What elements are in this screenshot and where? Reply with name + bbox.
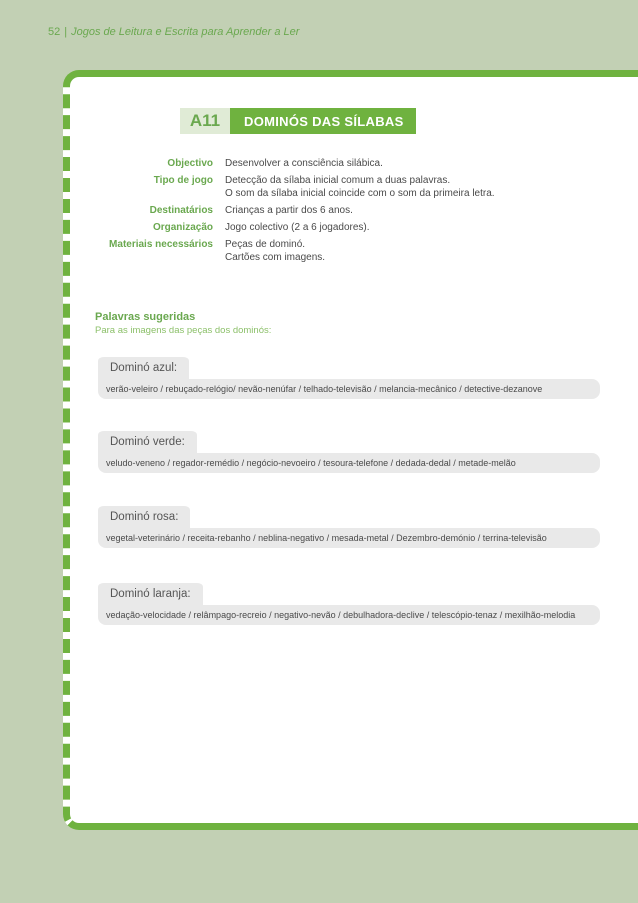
info-line: Crianças a partir dos 6 anos. <box>225 205 353 216</box>
info-label: Materiais necessários <box>109 239 213 250</box>
page-number: 52 <box>48 26 61 38</box>
info-line: Desenvolver a consciência silábica. <box>225 158 383 169</box>
info-label: Destinatários <box>149 205 213 216</box>
info-line: Peças de dominó. <box>225 239 306 250</box>
domino-blue-words: verão-veleiro / rebuçado-relógio/ nevão-nenúfar / telhado-televisão / melancia-mecânico / detective-dezanove <box>98 379 600 399</box>
info-value <box>225 238 325 264</box>
info-value <box>225 221 370 234</box>
info-value <box>225 174 495 200</box>
info-line: O som da sílaba inicial coincide com o som da primeira letra. <box>225 188 495 199</box>
domino-orange-label: Dominó laranja: <box>98 581 203 605</box>
activity-title: DOMINÓS DAS SÍLABAS <box>230 108 416 134</box>
activity-code: A11 <box>180 108 230 134</box>
info-row-objective <box>95 157 615 170</box>
info-line: Jogo colectivo (2 a 6 jogadores). <box>225 222 370 233</box>
domino-green-label: Dominó verde: <box>98 429 197 453</box>
info-value <box>225 157 383 170</box>
info-label: Tipo de jogo <box>153 175 213 186</box>
header-separator: | <box>64 26 68 38</box>
info-row-game-type <box>95 174 615 200</box>
info-row-organization <box>95 221 615 234</box>
suggested-words-subtitle: Para as imagens das peças dos dominós: <box>95 325 272 336</box>
domino-pink-words: vegetal-veterinário / receita-rebanho / neblina-negativo / mesada-metal / Dezembro-demónio / terrina-televisão <box>98 528 600 548</box>
domino-blue-label: Dominó azul: <box>98 355 189 379</box>
domino-pink-label: Dominó rosa: <box>98 504 190 528</box>
book-title: Jogos de Leitura e Escrita para Aprender a Ler <box>71 26 300 38</box>
info-row-audience <box>95 204 615 217</box>
domino-orange-words: vedação-velocidade / relâmpago-recreio / negativo-nevão / debulhadora-declive / telescópio-tenaz / mexilhão-melodia <box>98 605 600 625</box>
domino-green-words: veludo-veneno / regador-remédio / negócio-nevoeiro / tesoura-telefone / dedada-dedal / metade-melão <box>98 453 600 473</box>
info-row-materials <box>95 238 615 264</box>
info-label: Objectivo <box>167 158 213 169</box>
info-line: Detecção da sílaba inicial comum a duas palavras. <box>225 175 451 186</box>
page-header <box>48 26 299 38</box>
suggested-words-title: Palavras sugeridas <box>95 311 196 323</box>
activity-title-banner <box>180 108 416 134</box>
activity-info-table <box>95 157 615 268</box>
info-label: Organização <box>152 222 213 233</box>
info-line: Cartões com imagens. <box>225 252 326 263</box>
info-value <box>225 204 353 217</box>
